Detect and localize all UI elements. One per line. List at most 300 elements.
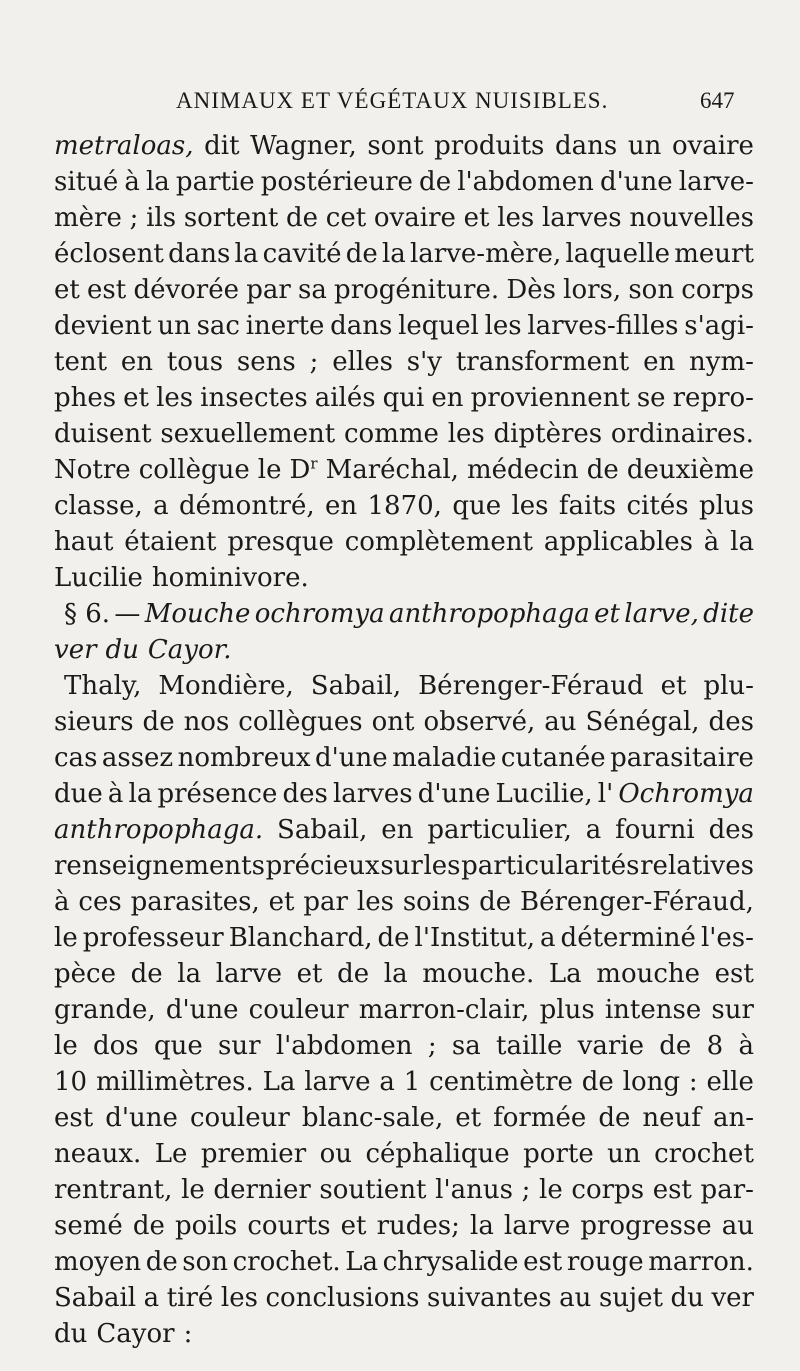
word: sur	[380, 851, 423, 881]
body-text	[54, 128, 754, 1352]
word: sens	[236, 347, 296, 377]
word: larve-	[678, 167, 754, 197]
word: un	[627, 131, 662, 161]
word: les	[356, 887, 394, 917]
word: d'une	[600, 167, 673, 197]
word: les	[220, 1283, 258, 1313]
text-line	[54, 344, 754, 380]
word: étaient	[124, 527, 217, 557]
word: la	[234, 239, 259, 269]
word: neaux.	[54, 1139, 142, 1169]
word: pèce	[54, 959, 116, 989]
word: de	[286, 203, 319, 233]
word: et	[54, 275, 80, 305]
word: de	[659, 1031, 692, 1061]
word: sac	[196, 311, 240, 341]
word: ces	[78, 887, 122, 917]
word: Cayor.	[147, 635, 232, 665]
word: due	[54, 779, 103, 809]
text-line	[54, 560, 754, 596]
text-line	[54, 668, 754, 704]
word: faits	[558, 491, 617, 521]
text-line	[54, 740, 754, 776]
text-line	[54, 1064, 754, 1100]
word: conclusions	[265, 1283, 420, 1313]
word: médecin	[466, 455, 579, 485]
word: nombreux	[177, 743, 311, 773]
word: Wagner,	[250, 131, 357, 161]
word: assez	[101, 743, 174, 773]
word: ver	[711, 1283, 754, 1313]
word: ochromya	[254, 599, 385, 629]
word: l'Institut,	[414, 923, 536, 953]
word: Sabail	[54, 1283, 137, 1313]
word: observé,	[423, 707, 536, 737]
word: sa	[298, 275, 327, 305]
word: a	[143, 1283, 160, 1313]
word: progresse	[580, 1211, 712, 1241]
word: larve,	[624, 599, 699, 629]
word: des	[708, 707, 754, 737]
text-line	[54, 1208, 754, 1244]
word: millimètres.	[95, 1067, 254, 1097]
word: larve	[215, 959, 283, 989]
word: Cayor	[96, 1319, 175, 1349]
word: Maréchal,	[325, 455, 459, 485]
word: un	[157, 311, 191, 341]
word: des	[708, 815, 754, 845]
word: taille	[496, 1031, 563, 1061]
word: son	[182, 1247, 229, 1277]
word: à	[738, 1031, 754, 1061]
word: ver	[54, 635, 97, 665]
word: moyen	[54, 1247, 142, 1277]
word: dans	[168, 239, 231, 269]
word: plus	[698, 491, 754, 521]
word: maladie	[392, 743, 497, 773]
word: éclosent	[54, 239, 164, 269]
word: ailés	[314, 383, 376, 413]
word: dévorée	[133, 275, 240, 305]
word: est	[54, 1103, 94, 1133]
word: et	[455, 1103, 482, 1133]
word: larves	[332, 779, 413, 809]
word: ;	[521, 1175, 531, 1205]
text-line	[54, 1316, 754, 1352]
word: dans	[330, 311, 393, 341]
word: ont	[371, 707, 415, 737]
word: est	[652, 1175, 692, 1205]
word: la	[177, 959, 202, 989]
word: inerte	[245, 311, 325, 341]
word: devient	[54, 311, 152, 341]
word: 1870,	[367, 491, 442, 521]
word: les	[484, 311, 522, 341]
word: et	[660, 671, 687, 701]
word: a	[540, 923, 556, 953]
text-line	[54, 920, 754, 956]
word: Mondière,	[158, 671, 294, 701]
word: de	[145, 1247, 178, 1277]
word: mouche.	[422, 959, 535, 989]
word: de	[345, 239, 378, 269]
word: à	[54, 887, 70, 917]
word: chrysalide	[382, 1247, 519, 1277]
word: cas	[54, 743, 98, 773]
word: elles	[332, 347, 393, 377]
word: le	[54, 1031, 78, 1061]
word: soutient	[319, 1175, 427, 1205]
word: d'une	[165, 995, 239, 1025]
word: classe,	[54, 491, 143, 521]
word: cutanée	[500, 743, 606, 773]
word: sur	[218, 1031, 261, 1061]
word: lequel	[398, 311, 479, 341]
word: et	[340, 1211, 367, 1241]
word: particularités	[461, 851, 640, 881]
text-line	[54, 416, 754, 452]
word: l'	[597, 779, 614, 809]
word: sortent	[183, 203, 279, 233]
word: ordinaires.	[610, 419, 754, 449]
word: de	[581, 1067, 614, 1097]
word: s'agi-	[684, 311, 754, 341]
word: ou	[319, 1139, 352, 1169]
word: plus	[539, 995, 595, 1025]
word: long	[622, 1067, 680, 1097]
word: duisent	[54, 419, 152, 449]
word: marron.	[648, 1247, 754, 1277]
text-line	[54, 272, 754, 308]
word: présence	[157, 779, 278, 809]
word: sieurs	[54, 707, 134, 737]
word: tous	[166, 347, 224, 377]
word: a	[153, 491, 169, 521]
word: intense	[604, 995, 702, 1025]
word: dernier	[213, 1175, 311, 1205]
word: larve	[503, 1211, 571, 1241]
word: de	[479, 887, 512, 917]
word: sont	[367, 131, 424, 161]
text-line	[54, 632, 754, 668]
word: varie	[577, 1031, 644, 1061]
word: centimètre	[429, 1067, 573, 1097]
word: lors,	[563, 275, 622, 305]
text-line	[54, 992, 754, 1028]
word: sujet	[598, 1283, 663, 1313]
word: de	[337, 959, 370, 989]
word: Dès	[506, 275, 556, 305]
word: et	[123, 383, 150, 413]
word: cavité	[262, 239, 342, 269]
word: a	[585, 815, 602, 845]
word: du	[54, 1319, 88, 1349]
word: dos	[93, 1031, 139, 1061]
word: en	[431, 383, 464, 413]
word: rudes;	[376, 1211, 460, 1241]
word: du	[670, 1283, 704, 1313]
text-line	[54, 1172, 754, 1208]
word: Ochromya	[618, 779, 754, 809]
word: ils	[146, 203, 177, 233]
word: neuf	[642, 1103, 701, 1133]
word: Lucilie,	[495, 779, 593, 809]
running-title: ANIMAUX ET VÉGÉTAUX NUISIBLES.	[176, 88, 609, 113]
word: céphalique	[365, 1139, 510, 1169]
word: 1	[403, 1067, 421, 1097]
word: cet	[325, 203, 367, 233]
word: :	[183, 1319, 193, 1349]
word: précieux	[265, 851, 380, 881]
word: la	[128, 779, 153, 809]
word: larves-filles	[527, 311, 679, 341]
word: par	[246, 275, 291, 305]
word: les	[156, 383, 194, 413]
text-line	[54, 596, 754, 632]
word: de	[132, 1211, 165, 1241]
word: fourni	[615, 815, 695, 845]
word: et	[268, 887, 295, 917]
word: couleur	[189, 1103, 290, 1133]
word: 8	[706, 1031, 724, 1061]
word: semé	[54, 1211, 123, 1241]
word: Bérenger-Féraud,	[520, 887, 754, 917]
word: laquelle	[565, 239, 671, 269]
word: s'y	[406, 347, 442, 377]
word: ;	[129, 203, 139, 233]
text-line	[54, 1244, 754, 1280]
word: hominivore.	[151, 563, 309, 593]
word: anthropophaga	[388, 599, 590, 629]
word: que	[153, 1031, 203, 1061]
text-line	[54, 200, 754, 236]
word: à	[107, 779, 124, 809]
text-line	[54, 524, 754, 560]
word: le	[257, 455, 282, 485]
word: et	[296, 959, 323, 989]
word: collègue	[138, 455, 250, 485]
word: dans	[554, 131, 618, 161]
word: de	[142, 707, 175, 737]
word: elle	[706, 1067, 754, 1097]
word: ovaire	[373, 203, 456, 233]
word: sur	[711, 995, 754, 1025]
word: nym-	[689, 347, 754, 377]
word: la	[383, 959, 408, 989]
word: de	[419, 167, 452, 197]
word: Notre	[54, 455, 131, 485]
word: de	[586, 455, 619, 485]
word: postérieure	[260, 167, 413, 197]
word: est	[523, 1247, 563, 1277]
word: Lucilie	[54, 563, 143, 593]
text-line	[54, 488, 754, 524]
text-line	[54, 236, 754, 272]
word: Thaly,	[64, 671, 142, 701]
word: larves	[541, 203, 622, 233]
text-line	[54, 1100, 754, 1136]
word: en	[643, 347, 676, 377]
word: les	[447, 419, 485, 449]
word: en	[120, 347, 154, 377]
word: ;	[309, 347, 319, 377]
word: proviennent	[470, 383, 630, 413]
word: Sénégal,	[585, 707, 700, 737]
word: dite	[703, 599, 754, 629]
word: les	[511, 491, 549, 521]
text-line	[54, 1280, 754, 1316]
word: des	[282, 779, 328, 809]
word: ovaire	[671, 131, 754, 161]
word: La	[548, 959, 582, 989]
word: son	[628, 275, 675, 305]
word: professeur	[82, 923, 224, 953]
word: couleur	[248, 995, 349, 1025]
word: nos	[183, 707, 230, 737]
word: 10	[54, 1067, 88, 1097]
word: de	[377, 923, 410, 953]
word: renseignements	[54, 851, 265, 881]
word-group	[290, 452, 318, 488]
word: les	[497, 203, 535, 233]
word: et	[594, 599, 620, 629]
word: repro-	[672, 383, 754, 413]
word: metraloas,	[54, 131, 194, 161]
word: à	[703, 527, 720, 557]
word: Bérenger-Féraud	[418, 671, 644, 701]
text-line	[54, 308, 754, 344]
word: est	[87, 275, 127, 305]
word: meurt	[674, 239, 754, 269]
word: d'une	[314, 743, 388, 773]
word: au	[721, 1211, 754, 1241]
word: poils	[175, 1211, 238, 1241]
text-line	[54, 164, 754, 200]
word: suivantes	[427, 1283, 552, 1313]
word: premier	[200, 1139, 307, 1169]
word: courts	[247, 1211, 331, 1241]
word: an-	[712, 1103, 754, 1133]
word: la	[470, 1211, 494, 1241]
word: Blanchard,	[228, 923, 373, 953]
word: particulier,	[427, 815, 572, 845]
word: dit	[204, 131, 240, 161]
text-line	[54, 128, 754, 164]
word: situé	[54, 167, 119, 197]
word: D	[289, 455, 311, 485]
word: d'une	[417, 779, 491, 809]
word: que	[452, 491, 502, 521]
word: soins	[402, 887, 471, 917]
word: mère	[54, 203, 122, 233]
word: corps	[571, 1175, 645, 1205]
superscript: r	[310, 454, 318, 473]
word: La	[262, 1067, 296, 1097]
word: anthropophaga.	[54, 815, 264, 845]
word: formée	[493, 1103, 587, 1133]
word: § 6.	[64, 599, 111, 629]
word: déterminé	[560, 923, 696, 953]
text-line	[54, 452, 754, 488]
word: rentrant,	[54, 1175, 173, 1205]
word: collègues	[238, 707, 363, 737]
word: complètement	[344, 527, 533, 557]
word: au	[559, 1283, 592, 1313]
word: parasites,	[130, 887, 260, 917]
text-line	[54, 776, 754, 812]
word: le	[54, 923, 78, 953]
word: parasitaire	[610, 743, 754, 773]
word: le	[181, 1175, 205, 1205]
text-line	[54, 704, 754, 740]
word: larve	[304, 1067, 371, 1097]
word: est	[714, 959, 754, 989]
word: La	[345, 1247, 379, 1277]
text-line	[54, 1028, 754, 1064]
word: tent	[54, 347, 108, 377]
word: larve-mère,	[409, 239, 562, 269]
word: qui	[382, 383, 425, 413]
word: par-	[700, 1175, 754, 1205]
text-line	[54, 1136, 754, 1172]
word: marron-clair,	[358, 995, 530, 1025]
word: le	[539, 1175, 563, 1205]
word: partie	[175, 167, 255, 197]
word: crochet.	[232, 1247, 341, 1277]
text-line	[54, 884, 754, 920]
word: Sabail,	[310, 671, 402, 701]
word: par	[303, 887, 348, 917]
word: mouche	[596, 959, 701, 989]
word: —	[114, 599, 141, 629]
page-number: 647	[700, 88, 735, 113]
word: les	[423, 851, 461, 881]
word: presque	[227, 527, 334, 557]
word: relatives	[640, 851, 754, 881]
word: Mouche	[144, 599, 251, 629]
word: deuxième	[626, 455, 754, 485]
word: la	[730, 527, 754, 557]
word: de	[598, 1103, 631, 1133]
word: haut	[54, 527, 114, 557]
word: en	[381, 815, 414, 845]
word: Sabail,	[277, 815, 368, 845]
word: grande,	[54, 995, 156, 1025]
word: de	[130, 959, 163, 989]
word: plu-	[703, 671, 754, 701]
word: au	[544, 707, 577, 737]
word: Le	[154, 1139, 188, 1169]
word: en	[324, 491, 358, 521]
word: blanc-sale,	[301, 1103, 444, 1133]
word: à	[124, 167, 140, 197]
word: démontré,	[178, 491, 315, 521]
page-header	[0, 84, 800, 124]
word: et	[463, 203, 490, 233]
word: diptères	[493, 419, 603, 449]
word: du	[105, 635, 139, 665]
word: :	[688, 1067, 698, 1097]
word: la	[381, 239, 406, 269]
word: applicables	[543, 527, 693, 557]
word: tiré	[166, 1283, 214, 1313]
word: l'anus	[435, 1175, 513, 1205]
word: ;	[427, 1031, 437, 1061]
word: crochet	[654, 1139, 754, 1169]
word: produits	[434, 131, 545, 161]
word: comme	[343, 419, 439, 449]
word: porte	[523, 1139, 594, 1169]
